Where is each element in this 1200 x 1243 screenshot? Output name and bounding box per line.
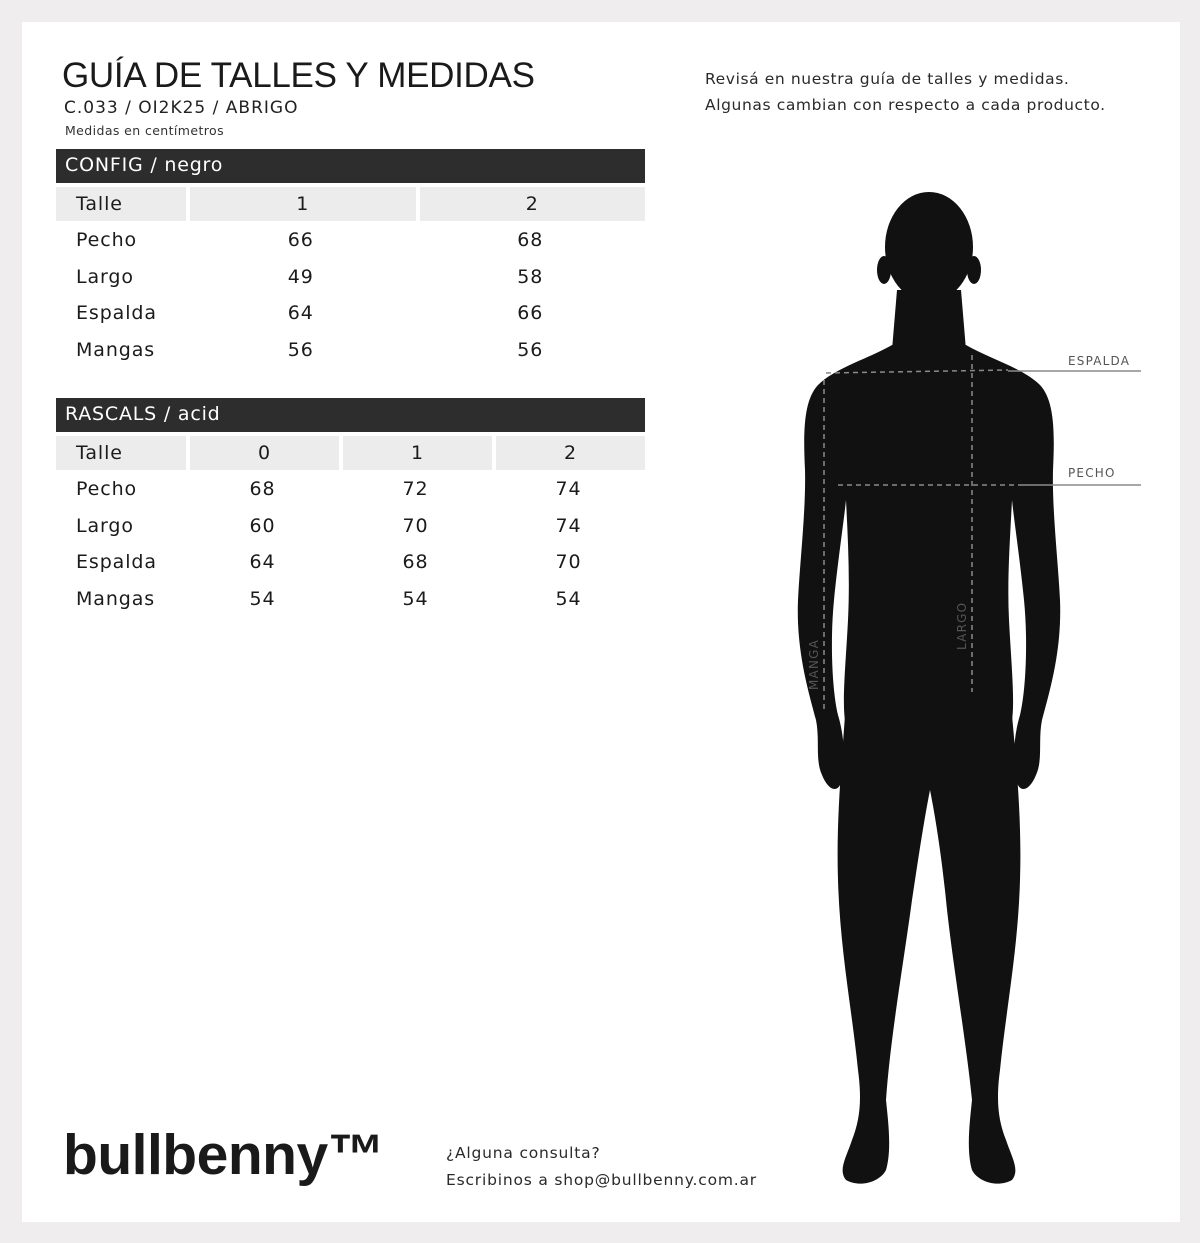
intro-line-1: Revisá en nuestra guía de talles y medidas. xyxy=(705,70,1070,88)
table-title: CONFIG / negro xyxy=(56,149,645,183)
body-silhouette xyxy=(760,180,1160,1200)
table-cell: 72 xyxy=(402,478,429,501)
header-cell: 1 xyxy=(343,436,492,470)
table-row xyxy=(56,259,645,296)
row-label: Espalda xyxy=(76,302,157,325)
table-cell: 68 xyxy=(517,229,544,252)
header-cell: 2 xyxy=(420,187,646,221)
brand-logo: bullbenny™ xyxy=(63,1123,385,1187)
table-cell: 54 xyxy=(402,587,429,610)
table-cell: 64 xyxy=(249,551,276,574)
table-row xyxy=(56,471,645,508)
table-cell: 70 xyxy=(555,551,582,574)
table-header-row xyxy=(56,186,645,222)
row-label: Pecho xyxy=(76,229,138,252)
table-row xyxy=(56,332,645,369)
size-table-rascals xyxy=(56,398,645,617)
table-row xyxy=(56,544,645,581)
header-cell: Talle xyxy=(56,187,186,221)
row-label: Espalda xyxy=(76,551,157,574)
table-cell: 56 xyxy=(287,338,314,361)
contact-info xyxy=(446,1140,757,1194)
table-row xyxy=(56,295,645,332)
largo-label: LARGO xyxy=(955,601,969,650)
row-label: Mangas xyxy=(76,338,156,361)
size-table-config xyxy=(56,149,645,368)
intro-text xyxy=(705,66,1106,118)
header-cell: 0 xyxy=(190,436,339,470)
table-cell: 58 xyxy=(517,265,544,288)
contact-question: ¿Alguna consulta? xyxy=(446,1144,601,1162)
table-row xyxy=(56,581,645,618)
table-cell: 70 xyxy=(402,514,429,537)
row-label: Largo xyxy=(76,265,134,288)
intro-line-2: Algunas cambian con respecto a cada producto. xyxy=(705,96,1106,114)
espalda-label: ESPALDA xyxy=(1068,354,1131,368)
table-cell: 54 xyxy=(249,587,276,610)
row-label: Pecho xyxy=(76,478,138,501)
table-cell: 66 xyxy=(517,302,544,325)
header-cell: Talle xyxy=(56,436,186,470)
table-cell: 56 xyxy=(517,338,544,361)
header-cell: 1 xyxy=(190,187,416,221)
row-label: Largo xyxy=(76,514,134,537)
table-cell: 68 xyxy=(249,478,276,501)
pecho-label: PECHO xyxy=(1068,466,1116,480)
table-row xyxy=(56,508,645,545)
table-cell: 68 xyxy=(402,551,429,574)
table-title: RASCALS / acid xyxy=(56,398,645,432)
header-cell: 2 xyxy=(496,436,645,470)
row-label: Mangas xyxy=(76,587,156,610)
table-cell: 74 xyxy=(555,514,582,537)
manga-label: MANGA xyxy=(807,638,821,690)
table-cell: 60 xyxy=(249,514,276,537)
page-title: GUÍA DE TALLES Y MEDIDAS xyxy=(62,56,535,95)
table-cell: 49 xyxy=(287,265,314,288)
table-cell: 74 xyxy=(555,478,582,501)
contact-email-line: Escribinos a shop@bullbenny.com.ar xyxy=(446,1171,757,1189)
table-cell: 64 xyxy=(287,302,314,325)
table-row xyxy=(56,222,645,259)
table-header-row xyxy=(56,435,645,471)
silhouette-shape xyxy=(798,192,1060,1184)
table-cell: 54 xyxy=(555,587,582,610)
table-cell: 66 xyxy=(287,229,314,252)
product-code: C.033 / OI2K25 / ABRIGO xyxy=(64,98,299,118)
units-note: Medidas en centímetros xyxy=(65,123,225,138)
